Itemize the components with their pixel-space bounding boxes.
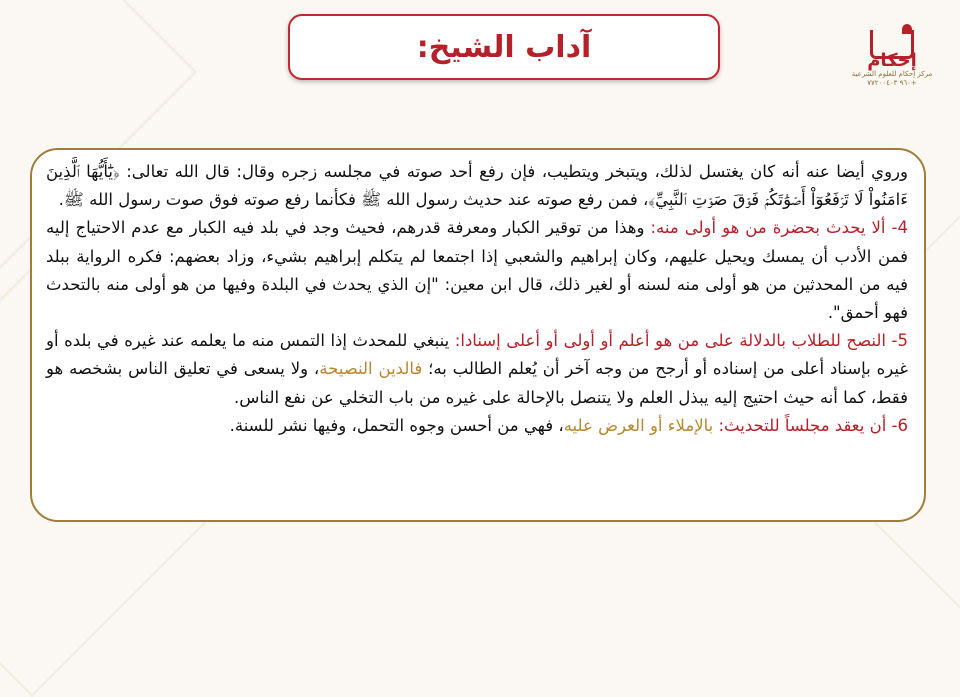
page-title: آداب الشيخ: xyxy=(416,29,592,65)
item6-text: ، فهي من أحسن وجوه التحمل، وفيها نشر للسنة. xyxy=(229,415,564,435)
brand-logo xyxy=(842,26,942,98)
quran-verse: ﴿يَٰٓأَيُّهَا ٱلَّذِينَ ءَامَنُواْ لَا تَرۡفَعُوٓاْ أَصۡوَٰتَكُمۡ فَوۡقَ صَوۡتِ ٱلنَّبِيِّ﴾ xyxy=(46,162,908,210)
item6-heading: 6- أن يعقد مجلساً للتحديث: xyxy=(718,415,908,435)
intro-text-end: ، فمن رفع صوته عند حديث رسول الله ﷺ فكأنما رفع صوته فوق صوت رسول الله ﷺ. xyxy=(58,190,649,210)
item6-highlight: بالإملاء أو العرض عليه xyxy=(563,415,719,435)
item5-heading: 5- النصح للطلاب بالدلالة على من هو أعلم أو أولى أو أعلى إسنادا: xyxy=(454,331,908,351)
title-box xyxy=(288,14,720,80)
item5-text: ينبغي للمحدث إذا التمس منه ما يعلمه عند غيره في بلده أو غيره بإسناد أعلى من إسناده أو أرجح من وجه آخر أن يُعلم الطالب به؛ xyxy=(46,331,908,379)
list-item-4 xyxy=(46,214,908,327)
item4-heading: 4- ألا يحدث بحضرة من هو أولى منه: xyxy=(650,218,908,238)
logo-subtitle: مركز إحكام للعلوم الشرعية xyxy=(851,70,933,78)
list-item-6 xyxy=(46,412,908,440)
logo-name: إحكام xyxy=(867,50,917,71)
item5-highlight: فالدين النصيحة xyxy=(319,359,423,379)
paragraph-intro xyxy=(46,158,908,214)
list-item-5 xyxy=(46,327,908,412)
item4-text: وهذا من توقير الكبار ومعرفة قدرهم، فحيث وجد في بلد فيه الكبار مع عدم الاحتياج إليه فمن الأدب أن يمسك ويحيل عليهم، وكان إبراهيم والشعبي إذا اجتمعا لم يتكلم إبراهيم بشيء، وزاد بعضهم: فكره الرواية ببلد فيه من المحدثين من هو أولى منه لسنه أو لغير ذلك، قال ابن معين: "إن الذي يحدث في البلدة وفيها من هو أولى منه بالتحدث فهو أحمق". xyxy=(46,218,908,323)
mosque-emblem-icon xyxy=(866,26,918,66)
logo-phone: +٩٦٠ ٧٧٢٠٠٤٠٣ xyxy=(867,79,917,87)
item5-text-end: ، ولا يسعى في تعليق الناس بشخصه هو فقط، كما أنه حيث احتيج إليه يبذل العلم ولا يتنصل بالإحالة على غيره من باب التخلي عن نفع الناس. xyxy=(46,359,908,407)
content-frame xyxy=(30,148,926,522)
intro-text: وروي أيضا عنه أنه كان يغتسل لذلك، ويتبخر ويتطيب، فإن رفع أحد صوته في مجلسه زجره وقال: قال الله تعالى: xyxy=(119,162,908,181)
